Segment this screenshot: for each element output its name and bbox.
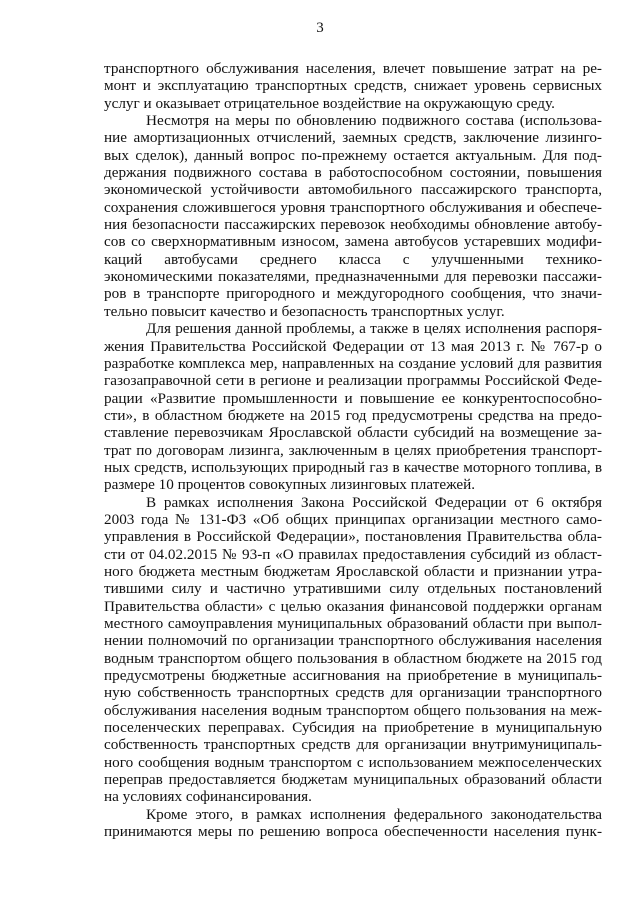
text-line: экономическими показателями, предназначенными для перевозки пассажи-	[104, 268, 602, 286]
text-line: газозаправочной сети в регионе и реализации программы Российской Феде-	[104, 372, 602, 390]
text-line: сти от 04.02.2015 № 93-п «О правилах предоставления субсидий из област-	[104, 545, 602, 563]
paragraph	[104, 494, 602, 806]
text-line: нении полномочий по организации транспортного обслуживания населения	[104, 632, 602, 650]
text-line: ния безопасности пассажирских перевозок необходимы обновление автобу-	[104, 216, 602, 234]
text-line: поселенческих переправах. Субсидия на приобретение в муниципальную	[104, 719, 602, 737]
page-number: 3	[316, 20, 324, 36]
text-line: принимаются меры по решению вопроса обеспеченности населения пунк-	[104, 823, 602, 841]
paragraph	[104, 806, 602, 841]
text-line: сохранения сложившегося уровня транспортного обслуживания и обеспече-	[104, 198, 602, 216]
text-line: Несмотря на меры по обновлению подвижного состава (использова-	[146, 112, 602, 130]
text-line: размере 10 процентов совокупных лизинговых платежей.	[104, 476, 476, 494]
text-line: В рамках исполнения Закона Российской Федерации от 6 октября	[146, 493, 602, 511]
paragraph	[104, 320, 602, 493]
text-line: ных средств, использующих природный газ в качестве моторного топлива, в	[104, 458, 602, 476]
text-line: предусмотрены бюджетные ассигнования на приобретение в муниципаль-	[104, 667, 602, 685]
text-line: управления в Российской Федерации», постановления Правительства обла-	[104, 528, 602, 546]
text-line: каций автобусами среднего класса с улучшенными технико-	[104, 250, 602, 268]
text-line: монт и эксплуатацию транспортных средств, снижает уровень сервисных	[104, 77, 602, 95]
text-line: на условиях софинансирования.	[104, 788, 312, 806]
text-line: ного бюджета местным бюджетам Ярославской области и признании утра-	[104, 562, 602, 580]
text-line: транспортного обслуживания населения, влечет повышение затрат на ре-	[104, 60, 602, 77]
text-line: ров в транспорте пригородного и междугородного сообщения, что значи-	[104, 285, 602, 303]
paragraph	[104, 60, 602, 112]
text-line: трат по договорам лизинга, заключенным в целях приобретения транспорт-	[104, 441, 602, 459]
text-line: экономической устойчивости автомобильного пассажирского транспорта,	[104, 181, 602, 199]
text-line: Кроме этого, в рамках исполнения федерального законодательства	[146, 805, 602, 823]
text-line: местного самоуправления муниципальных образований области при выпол-	[104, 615, 602, 632]
text-line: услуг и оказывает отрицательное воздействие на окружающую среду.	[104, 94, 555, 112]
document-body	[104, 60, 602, 840]
text-line: сти», в областном бюджете на 2015 год предусмотрены средства на предо-	[104, 406, 602, 424]
text-line: тившими силу и частично утратившими силу отдельных постановлений	[104, 580, 602, 598]
text-line: 2003 года № 131-ФЗ «Об общих принципах организации местного само-	[104, 510, 602, 528]
text-line: Для решения данной проблемы, а также в целях исполнения распоря-	[146, 320, 602, 338]
paragraph	[104, 112, 602, 320]
text-line: ние амортизационных отчислений, заемных средств, заключение лизинго-	[104, 129, 602, 147]
text-line: обслуживания населения водным транспортом общего пользования на меж-	[104, 701, 602, 719]
text-line: разработке комплекса мер, направленных на создание условий для развития	[104, 354, 602, 372]
text-line: Правительства области» с целью оказания финансовой поддержки органам	[104, 597, 602, 615]
text-line: жения Правительства Российской Федерации от 13 мая 2013 г. № 767-р о	[104, 337, 602, 355]
text-line: сов со сверхнормативным износом, замена автобусов устаревших модифи-	[104, 233, 602, 251]
text-line: водным транспортом общего пользования в областном бюджете на 2015 год	[104, 649, 602, 667]
text-line: переправ предоставляется бюджетам муниципальных образований области	[104, 771, 602, 789]
text-line: собственность транспортных средств для организации внутримуниципаль-	[104, 736, 602, 754]
text-line: держания подвижного состава в работоспособном состоянии, повышения	[104, 164, 602, 182]
text-line: вых сделок), данный вопрос по-прежнему остается актуальным. Для под-	[104, 146, 602, 164]
text-line: ную собственность транспортных средств для организации транспортного	[104, 684, 602, 702]
text-line: ного сообщения водным транспортом с использованием межпоселенческих	[104, 753, 602, 771]
text-line: рации «Развитие промышленности и повышение ее конкурентоспособно-	[104, 389, 602, 407]
text-line: ставление перевозчикам Ярославской области субсидий на возмещение за-	[104, 424, 602, 442]
text-line: тельно повысит качество и безопасность транспортных услуг.	[104, 302, 505, 320]
